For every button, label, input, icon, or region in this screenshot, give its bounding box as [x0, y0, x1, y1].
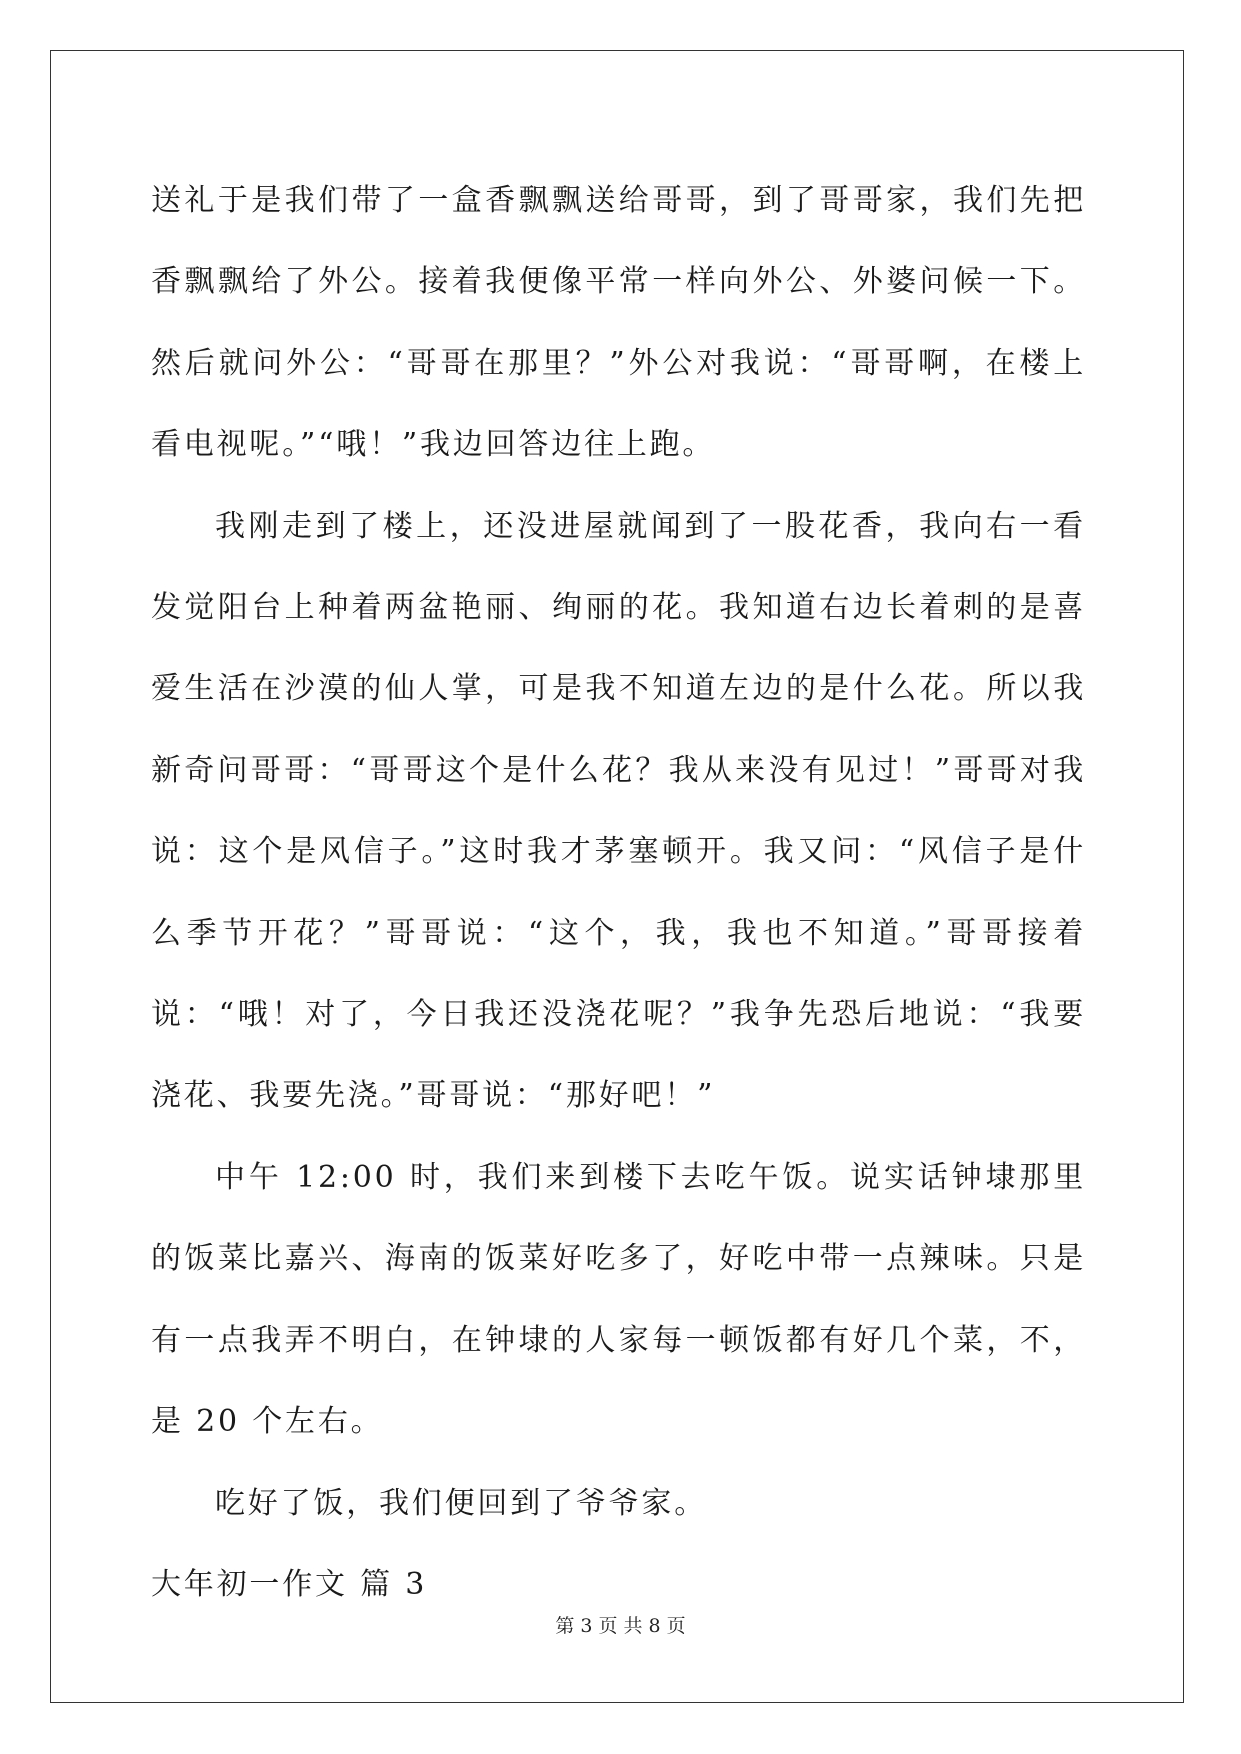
paragraph-1: 送礼于是我们带了一盒香飘飘送给哥哥，到了哥哥家，我们先把香飘飘给了外公。接着我便像平常一样向外公、外婆问候一下。然后就问外公：“哥哥在那里？”外公对我说：“哥哥啊，在楼上看电视呢。”“哦！”我边回答边往上跑。: [151, 183, 1086, 463]
paragraph-2: 我刚走到了楼上，还没进屋就闻到了一股花香，我向右一看发觉阳台上种着两盆艳丽、绚丽的花。我知道右边长着刺的是喜爱生活在沙漠的仙人掌，可是我不知道左边的是什么花。所以我新奇问哥哥：“哥哥这个是什么花？我从来没有见过！”哥哥对我说：这个是风信子。”这时我才茅塞顿开。我又问：“风信子是什么季节开花？”哥哥说：“这个，我，我也不知道。”哥哥接着说：“哦！对了，今日我还没浇花呢？”我争先恐后地说：“我要浇花、我要先浇。”哥哥说：“那好吧！”: [151, 508, 1086, 1114]
document-body: [151, 160, 1086, 1625]
page-number-label: 第 3 页 共 8 页: [555, 1615, 686, 1637]
page-footer: [0, 1614, 1241, 1638]
paragraph-3: 中午 12:00 时，我们来到楼下去吃午饭。说实话钟埭那里的饭菜比嘉兴、海南的饭菜好吃多了，好吃中带一点辣味。只是有一点我弄不明白，在钟埭的人家每一顿饭都有好几个菜，不，是 20 个左右。: [151, 1159, 1086, 1440]
paragraph-4: 吃好了饭，我们便回到了爷爷家。: [215, 1485, 707, 1521]
section-heading: 大年初一作文 篇 3: [151, 1566, 428, 1602]
